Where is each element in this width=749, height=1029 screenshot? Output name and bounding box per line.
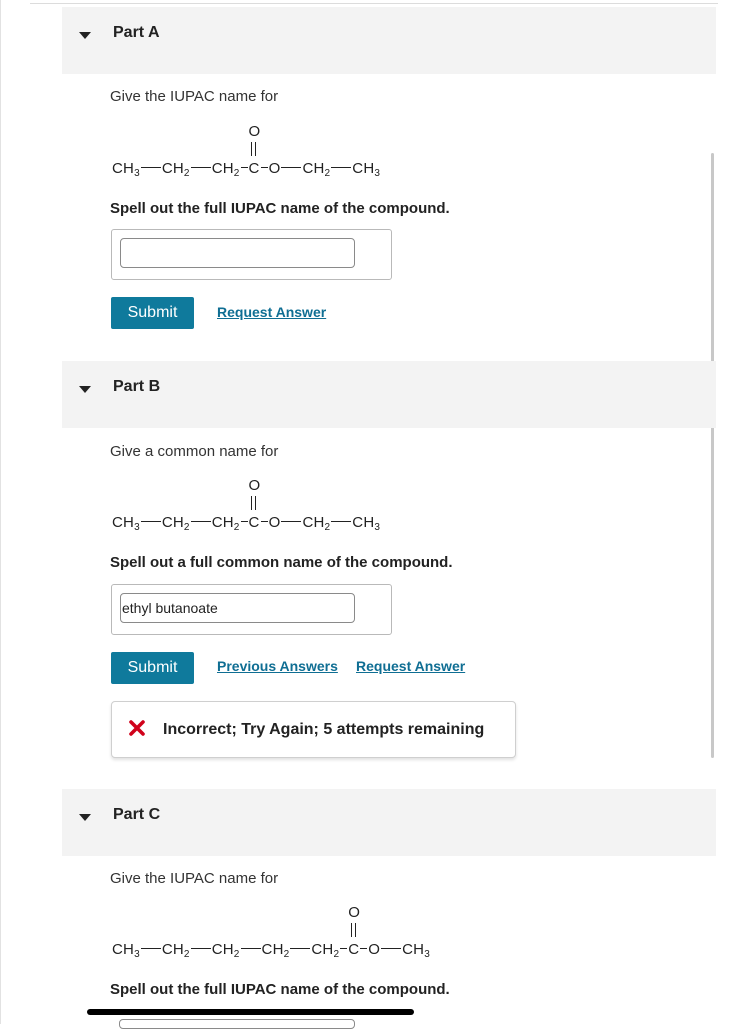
part-b-prompt: Give a common name for: [110, 443, 279, 460]
caret-down-icon[interactable]: [79, 814, 91, 821]
part-b-answer-input[interactable]: [120, 593, 355, 623]
part-c-instruction: Spell out the full IUPAC name of the compound.: [110, 981, 450, 998]
part-b-previous-answers-link[interactable]: Previous Answers: [217, 658, 338, 674]
part-b-header[interactable]: [62, 361, 716, 428]
part-b-answer-box: [111, 584, 392, 635]
page-left-border: [0, 0, 1, 1024]
x-mark-icon: [128, 719, 146, 737]
part-c-header[interactable]: [62, 789, 716, 856]
scrollbar[interactable]: [711, 153, 714, 758]
part-c-formula: $CH_3$ $CH_2$ $CH_2$ $CH_2$ $CH_2$ O C O $CH_3$: [112, 904, 430, 960]
part-b-instruction: Spell out a full common name of the compound.: [110, 554, 453, 571]
home-indicator: [87, 1009, 414, 1015]
part-b-submit-button[interactable]: Submit: [111, 652, 194, 684]
part-c-prompt: Give the IUPAC name for: [110, 870, 279, 887]
part-a-formula: $CH_3$ $CH_2$ $CH_2$ O C O $CH_2$ $CH_3$: [112, 123, 381, 179]
part-a-answer-box: [111, 229, 392, 280]
top-divider: [30, 3, 718, 4]
part-b-title: Part B: [113, 378, 161, 395]
part-a-instruction: Spell out the full IUPAC name of the compound.: [110, 200, 450, 217]
part-a-submit-button[interactable]: Submit: [111, 297, 194, 329]
caret-down-icon[interactable]: [79, 386, 91, 393]
part-a-request-answer-link[interactable]: Request Answer: [217, 304, 327, 320]
feedback-text: Incorrect; Try Again; 5 attempts remaining: [163, 721, 485, 738]
part-a-answer-input[interactable]: [120, 238, 355, 268]
part-b-request-answer-link[interactable]: Request Answer: [356, 658, 466, 674]
caret-down-icon[interactable]: [79, 32, 91, 39]
part-a-prompt: Give the IUPAC name for: [110, 88, 279, 105]
part-c-title: Part C: [113, 806, 161, 823]
part-b-formula: $CH_3$ $CH_2$ $CH_2$ O C O $CH_2$ $CH_3$: [112, 477, 381, 533]
part-a-header[interactable]: [62, 7, 716, 74]
part-c-answer-input[interactable]: [119, 1019, 355, 1029]
part-a-title: Part A: [113, 24, 160, 41]
part-b-feedback: [111, 701, 516, 758]
